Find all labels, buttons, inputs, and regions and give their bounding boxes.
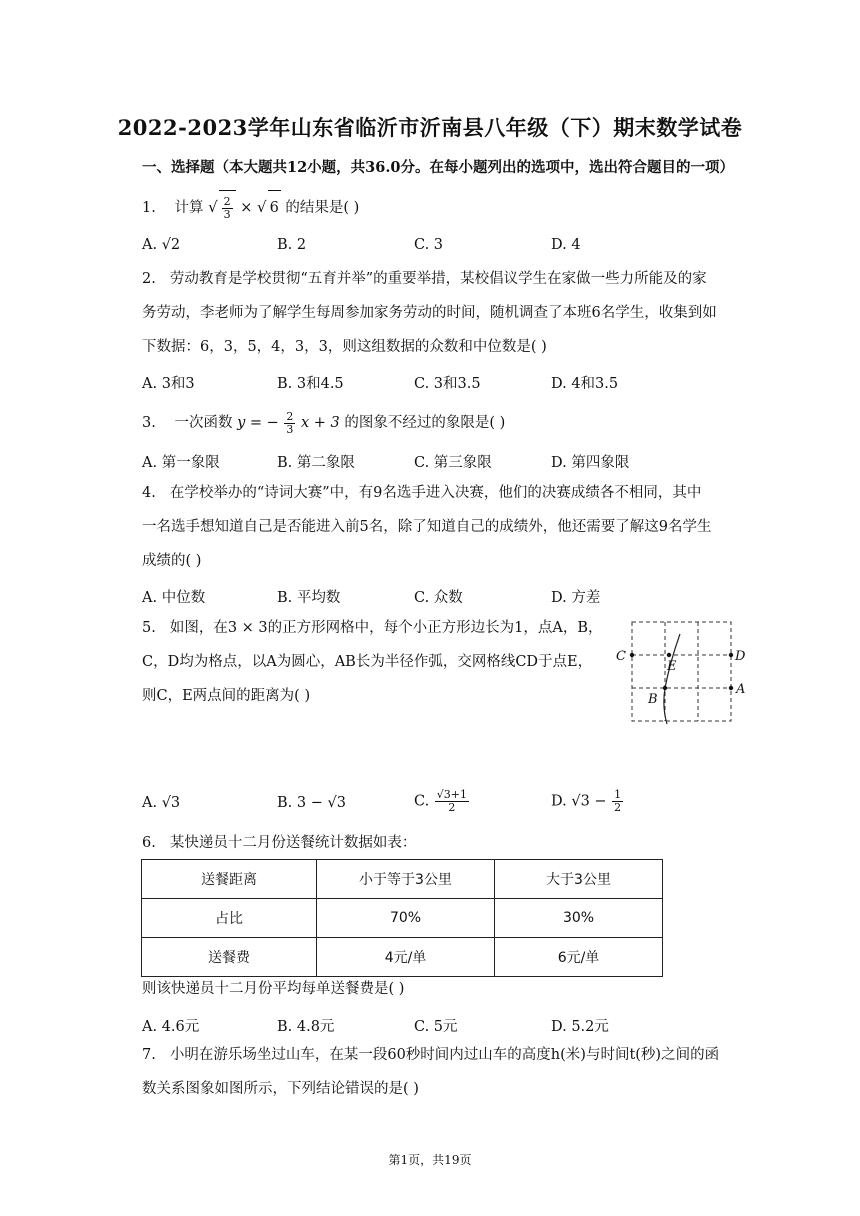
question-line: 在学校举办的“诗词大赛”中，有9名选手进入决赛，他们的决赛成绩各不相同，其中 [169, 485, 702, 501]
options-q6 [142, 1015, 752, 1039]
option-d[interactable] [551, 789, 624, 814]
option-b[interactable]: B. 平均数 [277, 590, 341, 606]
label-b: B [648, 692, 658, 707]
question-line: C，D均为格点，以A为圆心，AB长为半径作弧，交网格线CD于点E， [142, 654, 593, 670]
question-number: 2. [142, 271, 156, 287]
table-row [142, 860, 663, 899]
fraction-denominator: 2 [614, 801, 622, 814]
question-text: 一次函数 [174, 415, 233, 431]
option-c-prefix: C. [414, 793, 430, 810]
question-1: 1. 计算 √ $\frac{2}{3}$ × √ 6 的结果是( ) [142, 190, 752, 225]
fraction-denominator: 2 [448, 801, 456, 814]
grid-figure [612, 612, 762, 730]
label-a: A [736, 682, 746, 697]
question-4 [142, 476, 752, 578]
question-text-tail: 的结果是( ) [285, 200, 360, 216]
option-a[interactable]: A. √3 [142, 795, 181, 811]
options-q3 [142, 451, 752, 475]
option-c[interactable]: C. 第三象限 [414, 455, 492, 471]
page-footer: 第1页，共19页 [388, 1153, 472, 1167]
question-number: 6. [142, 835, 156, 851]
option-c[interactable]: C. 3和3.5 [414, 376, 481, 392]
option-a[interactable]: A. 4.6元 [142, 1019, 200, 1035]
label-e: E [667, 659, 677, 674]
table-cell: 占比 [142, 899, 317, 938]
question-text-tail: 的图象不经过的象限是( ) [344, 415, 506, 431]
option-b[interactable]: B. 3 − √3 [277, 795, 346, 811]
table-cell: 送餐费 [142, 938, 317, 977]
option-a[interactable]: A. 第一象限 [142, 455, 220, 471]
question-line: 成绩的( ) [142, 553, 202, 569]
question-text: 某快递员十二月份送餐统计数据如表： [169, 835, 417, 851]
question-number: 3. [142, 415, 156, 431]
option-b[interactable]: B. 第二象限 [277, 455, 355, 471]
options-q2 [142, 372, 752, 396]
option-c[interactable]: C. 众数 [414, 590, 463, 606]
question-line: 务劳动，李老师为了解学生每周参加家务劳动的时间，随机调查了本班6名学生，收集到如 [142, 305, 717, 321]
option-b[interactable]: B. 4.8元 [277, 1019, 335, 1035]
option-a[interactable]: A. 中位数 [142, 590, 206, 606]
table-cell: 大于3公里 [495, 860, 663, 899]
fraction-denominator: 3 [223, 207, 231, 221]
option-a[interactable]: A. 3和3 [142, 376, 195, 392]
table-cell: 4元/单 [317, 938, 495, 977]
expr-right: x + 3 [301, 415, 340, 431]
option-b[interactable]: B. 2 [277, 237, 307, 253]
question-line: 一名选手想知道自己是否能进入前5名，除了知道自己的成绩外，他还需要了解这9名学生 [142, 519, 712, 535]
fraction-denominator: 3 [286, 422, 294, 436]
option-a[interactable]: A. √2 [142, 237, 181, 253]
option-d[interactable]: D. 4 [551, 237, 581, 253]
option-d[interactable]: D. 第四象限 [551, 455, 630, 471]
question-5 [142, 611, 612, 713]
table-cell: 30% [495, 899, 663, 938]
table-cell: 送餐距离 [142, 860, 317, 899]
table-cell: 70% [317, 899, 495, 938]
option-c[interactable]: C. 3 [414, 237, 444, 253]
label-d: D [735, 649, 746, 664]
question-number: 4. [142, 485, 156, 501]
option-b[interactable]: B. 3和4.5 [277, 376, 344, 392]
options-q1 [142, 237, 752, 261]
question-number: 5. [142, 620, 156, 636]
question-2 [142, 262, 752, 364]
radicand: 6 [268, 190, 281, 225]
option-d[interactable]: D. 5.2元 [551, 1019, 609, 1035]
question-line: 如图，在3 × 3的正方形网格中，每个小正方形边长为1，点A，B， [169, 620, 603, 636]
options-q4 [142, 586, 752, 610]
option-d-prefix: D. √3 − [551, 793, 607, 810]
question-6 [142, 826, 752, 860]
question-7 [142, 1038, 752, 1106]
label-c: C [616, 649, 626, 664]
data-table [141, 859, 663, 977]
question-line: 小明在游乐场坐过山车，在某一段60秒时间内过山车的高度h(米)与时间t(秒)之间的函 [169, 1047, 720, 1063]
question-number: 7. [142, 1047, 156, 1063]
option-c[interactable] [414, 789, 470, 814]
page-title: 2022-2023学年山东省临沂市沂南县八年级（下）期末数学试卷 [117, 115, 743, 140]
times-sign: × [240, 200, 253, 216]
fraction-numerator: 1 [614, 788, 622, 801]
table-row [142, 938, 663, 977]
fraction-numerator: √3+1 [436, 788, 468, 801]
question-number: 1. [142, 200, 156, 216]
expr-left: y = − [237, 415, 279, 431]
question-text: 计算 [174, 200, 204, 216]
question-6-after: 则该快递员十二月份平均每单送餐费是( ) [142, 981, 405, 997]
table-cell: 6元/单 [495, 938, 663, 977]
option-d[interactable]: D. 方差 [551, 590, 601, 606]
options-q5 [142, 788, 752, 825]
fraction-numerator: 2 [286, 409, 294, 423]
question-line: 数关系图象如图所示，下列结论错误的是( ) [142, 1081, 419, 1097]
table-row [142, 899, 663, 938]
option-d[interactable]: D. 4和3.5 [551, 376, 619, 392]
question-line: 则C，E两点间的距离为( ) [142, 688, 311, 704]
question-line: 下数据：6，3，5，4，3，3，则这组数据的众数和中位数是( ) [142, 339, 547, 355]
question-line: 劳动教育是学校贯彻“五育并举”的重要举措，某校倡议学生在家做一些力所能及的家 [169, 271, 707, 287]
table-cell: 小于等于3公里 [317, 860, 495, 899]
option-c[interactable]: C. 5元 [414, 1019, 458, 1035]
question-3 [142, 406, 752, 440]
section-heading: 一、选择题（本大题共12小题，共36.0分。在每小题列出的选项中，选出符合题目的一项） [142, 159, 734, 176]
fraction-numerator: 2 [223, 194, 231, 208]
